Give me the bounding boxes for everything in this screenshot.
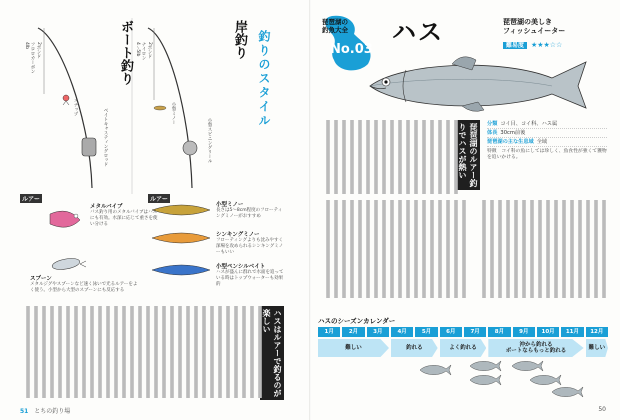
right-body-text-lines — [320, 120, 460, 196]
shore-lure-note: 小型ミノー — [171, 102, 176, 125]
right-lower-text-lines — [318, 200, 608, 300]
fish-feature-text: 特徴 コイ科の魚にしては珍しく、魚食性が強くて獲物を追いかける。 — [487, 149, 607, 161]
fish-icon — [468, 360, 502, 372]
month-12: 12月 — [586, 327, 608, 337]
shore-reel-note: 小型スピニングリール — [207, 118, 212, 163]
difficulty-label: 難易度 — [503, 42, 527, 49]
month-2: 2月 — [342, 327, 364, 337]
page-gutter — [309, 0, 311, 420]
lure-header-right: ルアー — [150, 196, 168, 203]
shore-fishing-title: 岸釣り — [232, 20, 247, 59]
right-body-text-lower — [318, 200, 608, 300]
lure-desc-small-minnow: 長さは5〜8cm程度のフローティングミノーがおすすめ — [216, 208, 283, 219]
left-body-paragraph — [20, 306, 264, 400]
info-key-class: 分類 — [487, 121, 498, 127]
calendar-fish-icons — [318, 360, 608, 402]
lure-desc-spoon: メタルジグやスプーンなど速く泳いで光るルアーをよく使う。小型から大型のスプーンにも反応する — [30, 282, 138, 293]
calendar-band-label: 難しい — [345, 345, 362, 351]
series-title — [322, 18, 348, 34]
season-calendar — [318, 316, 608, 400]
left-body-heading: ハスはルアーで釣るのが楽しい — [260, 306, 284, 400]
info-row-habitat — [487, 138, 607, 147]
lure-name-metal-vibe: メタルバイブ — [90, 204, 123, 210]
calendar-bands — [318, 339, 608, 357]
calendar-band-label: 沖から釣れる ボートならもっと釣れる — [505, 342, 567, 354]
boat-fishing-title: ボート釣り — [118, 20, 133, 85]
calendar-months — [318, 327, 608, 337]
fish-subtitle — [503, 18, 565, 36]
lure-name-spoon: スプーン — [30, 276, 52, 282]
fish-illustration — [352, 48, 592, 118]
star-icon-rating: ★★★☆☆ — [530, 41, 563, 49]
fish-icon — [528, 374, 562, 386]
boat-line-note: 2ポンド フロロカーボン 4lb — [24, 42, 41, 74]
fish-icon — [510, 360, 544, 372]
left-page-footer — [20, 406, 70, 415]
rig-diagram — [20, 18, 250, 194]
left-page-number: 51 — [20, 408, 29, 415]
entry-number: No.03 — [330, 42, 373, 57]
boat-snap-note: スナップ — [73, 98, 78, 116]
lure-header-left: ルアー — [22, 196, 40, 203]
info-key-length: 体長 — [487, 130, 498, 136]
lure-section — [20, 192, 286, 302]
month-9: 9月 — [513, 327, 535, 337]
right-lower-paragraph — [318, 200, 608, 300]
left-page-label: とちの釣り場 — [34, 408, 71, 415]
month-7: 7月 — [464, 327, 486, 337]
calendar-title: ハスのシーズンカレンダー — [318, 317, 396, 325]
info-value-class: コイ目、コイ科、ハス属 — [500, 121, 558, 127]
series-line-2: 釣魚大全 — [322, 26, 348, 34]
calendar-band-label: よく釣れる — [449, 345, 477, 351]
fish-icon — [550, 386, 584, 398]
subtitle-line-2: フィッシュイーター — [503, 27, 566, 35]
info-value-habitat: 全域 — [536, 139, 548, 145]
lure-name-sinking-minnow: シンキングミノー — [216, 232, 260, 238]
left-body-text-lines — [20, 306, 264, 400]
boat-rod-note: ベイトキャスティングロッド — [103, 108, 108, 167]
shore-line-note: 2ポンド ナイロン 4〜5lb — [135, 42, 152, 60]
info-row-class — [487, 120, 607, 129]
lure-name-pencil-bait: 小型ペンシルベイト — [216, 264, 266, 270]
info-key-habitat: 琵琶湖の主な生息域 — [487, 139, 534, 145]
calendar-band-label: 釣れる — [406, 345, 423, 351]
fish-info-box — [487, 120, 607, 162]
month-6: 6月 — [440, 327, 462, 337]
subtitle-line-1: 琵琶湖の美しき — [503, 18, 552, 26]
right-page-number: 50 — [598, 406, 606, 413]
lure-desc-pencil-bait: ハスが盛んに群れで水面を追っている時はトップウォーターも効果的 — [216, 270, 284, 287]
lure-desc-sinking-minnow: フローティングよりも沈みやすく深場を攻められるシンキングミノーもいい — [216, 238, 284, 255]
calendar-band-label: 難しい — [588, 345, 606, 351]
lure-desc-metal-vibe: バス釣り用のメタルバイブはハスにも有効。水深に応じて重さを使い分ける — [90, 210, 158, 227]
month-8: 8月 — [488, 327, 510, 337]
series-line-1: 琵琶湖の — [322, 18, 348, 26]
right-body-heading: 琵琶湖のルアー釣りでハスが熱い — [456, 120, 480, 190]
left-body-text — [18, 302, 286, 402]
info-row-length — [487, 129, 607, 138]
info-value-length: 30cm前後 — [500, 130, 526, 136]
month-1: 1月 — [318, 327, 340, 337]
month-11: 11月 — [561, 327, 583, 337]
month-10: 10月 — [537, 327, 559, 337]
fish-icon — [468, 374, 502, 386]
fish-icon — [418, 364, 452, 376]
month-4: 4月 — [391, 327, 413, 337]
section-title: 釣りのスタイル — [257, 30, 271, 128]
month-5: 5月 — [415, 327, 437, 337]
lure-name-small-minnow: 小型ミノー — [216, 202, 244, 208]
fish-name-title: ハス — [392, 18, 444, 46]
right-body-paragraph — [320, 120, 460, 196]
month-3: 3月 — [367, 327, 389, 337]
